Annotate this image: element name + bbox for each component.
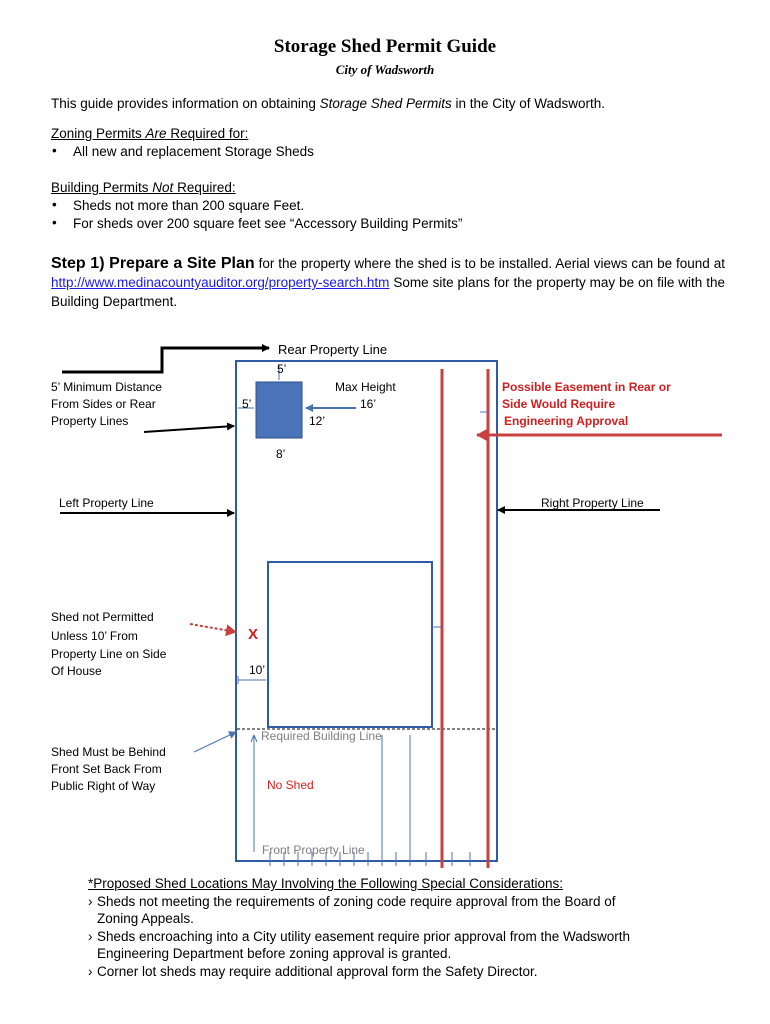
step1-text-end: Some site plans for the property may be on file with the Building Department. xyxy=(51,275,725,309)
min-distance-arrow xyxy=(144,426,234,432)
note-item xyxy=(88,893,728,928)
rear-property-line-label: Rear Property Line xyxy=(278,342,388,357)
intro-text: This guide provides information on obtaining xyxy=(51,96,320,111)
left-property-line-label: Left Property Line xyxy=(59,496,154,510)
page-title: Storage Shed Permit Guide xyxy=(273,36,497,57)
min-distance-label: Property Lines xyxy=(51,414,129,428)
zoning-heading-em: Are xyxy=(145,126,167,141)
note-line: Zoning Appeals. xyxy=(97,911,194,926)
behind-setback-label: Shed Must be Behind xyxy=(51,745,166,759)
note-item xyxy=(88,963,728,981)
intro-text-end: in the City of Wadsworth. xyxy=(451,96,606,111)
building-heading-em: Not xyxy=(152,180,174,195)
dim-side-label: 5’ xyxy=(242,397,252,411)
notes-heading: *Proposed Shed Locations May Involving the Following Special Considerations: xyxy=(88,876,564,891)
easement-label: Possible Easement in Rear or xyxy=(502,380,671,394)
step1-text: for the property where the shed is to be installed. Aerial views can be found at xyxy=(254,256,725,271)
height-value-label: 16’ xyxy=(360,397,377,411)
intro-emphasis: Storage Shed Permits xyxy=(319,96,452,111)
note-line: Sheds encroaching into a City utility easement require prior approval from the Wadsworth xyxy=(97,928,631,944)
not-permitted-label: Unless 10’ From xyxy=(51,629,138,643)
note-line: Sheds not meeting the requirements of zoning code require approval from the Board of xyxy=(97,893,616,909)
easement-label: Side Would Require xyxy=(502,397,616,411)
not-permitted-label: Shed not Permitted xyxy=(51,610,154,624)
front-property-line-label: Front Property Line xyxy=(262,843,365,857)
step1-paragraph xyxy=(51,254,725,311)
zoning-heading-pre: Zoning Permits xyxy=(51,126,146,141)
right-property-line-label: Right Property Line xyxy=(541,496,644,510)
zoning-item: All new and replacement Storage Sheds xyxy=(73,144,314,159)
bullet: • xyxy=(52,215,57,230)
dim-house-side-label: 10’ xyxy=(249,663,266,677)
building-heading-post: Required: xyxy=(173,180,236,195)
intro-paragraph xyxy=(51,96,605,111)
shed-rect xyxy=(256,382,302,438)
not-permitted-x-mark: X xyxy=(248,626,259,643)
not-permitted-label: Of House xyxy=(51,664,102,678)
min-distance-label: From Sides or Rear xyxy=(51,397,156,411)
note-marker: › xyxy=(88,928,93,944)
notes-section xyxy=(88,875,728,980)
zoning-heading-post: Required for: xyxy=(166,126,249,141)
zoning-heading xyxy=(51,126,248,141)
note-marker: › xyxy=(88,893,93,909)
setback-pointer-arrow xyxy=(194,732,236,752)
building-heading xyxy=(51,180,236,195)
step1-heading: Step 1) Prepare a Site Plan xyxy=(51,255,255,272)
auditor-link[interactable]: http://www.medinacountyauditor.org/property-search.htm xyxy=(51,275,390,290)
dim-width-label: 8’ xyxy=(276,447,286,461)
behind-setback-label: Front Set Back From xyxy=(51,762,162,776)
dim-top-label: 5’ xyxy=(277,362,287,376)
max-height-label: Max Height xyxy=(335,380,396,394)
not-permitted-arrow xyxy=(190,624,236,632)
no-shed-label: No Shed xyxy=(267,778,314,792)
behind-setback-label: Public Right of Way xyxy=(51,779,156,793)
bullet: • xyxy=(52,143,57,158)
note-item xyxy=(88,928,728,963)
dim-length-label: 12’ xyxy=(309,414,326,428)
building-item: For sheds over 200 square feet see “Accessory Building Permits” xyxy=(73,216,463,231)
building-heading-pre: Building Permits xyxy=(51,180,153,195)
bullet: • xyxy=(52,197,57,212)
note-line: Engineering Department before zoning approval is granted. xyxy=(97,946,452,961)
site-plan-diagram xyxy=(0,330,770,875)
min-distance-label: 5’ Minimum Distance xyxy=(51,380,162,394)
easement-label: Engineering Approval xyxy=(504,414,629,428)
page-subtitle: City of Wadsworth xyxy=(335,62,435,77)
not-permitted-label: Property Line on Side xyxy=(51,647,167,661)
required-building-line-label: Required Building Line xyxy=(261,729,382,743)
house-rect xyxy=(268,562,432,727)
note-line: Corner lot sheds may require additional approval form the Safety Director. xyxy=(97,963,538,979)
note-marker: › xyxy=(88,963,93,979)
building-item: Sheds not more than 200 square Feet. xyxy=(73,198,305,213)
